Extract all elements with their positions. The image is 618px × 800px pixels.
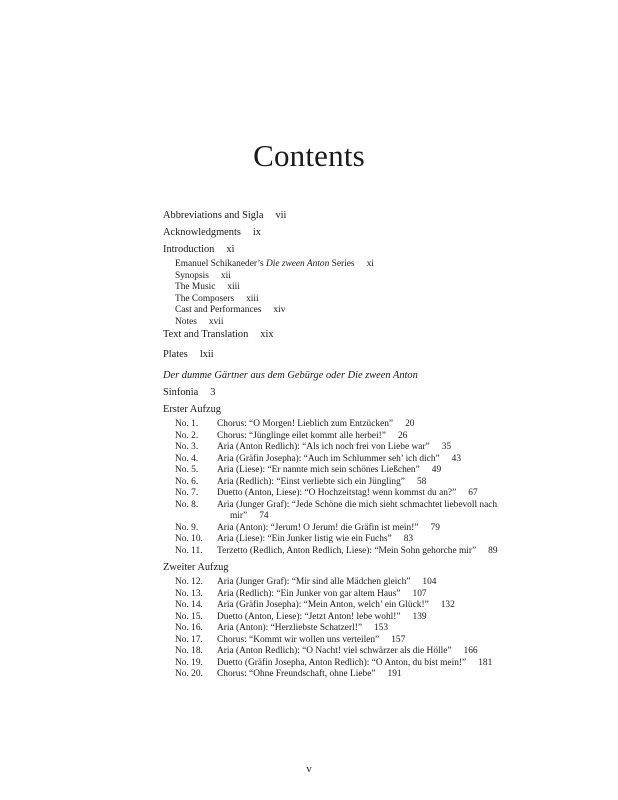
toc-entry-no-5[interactable] xyxy=(217,465,441,477)
toc-entry-no-13[interactable] xyxy=(217,589,427,601)
page-number: v xyxy=(306,763,312,775)
toc-entry-the-composers[interactable] xyxy=(175,294,259,306)
entry-page: xiii xyxy=(246,293,259,304)
entry-page: 107 xyxy=(412,588,427,599)
entry-page: 153 xyxy=(373,623,389,633)
entry-page: 35 xyxy=(441,442,452,452)
toc-entry-acknowledgments[interactable] xyxy=(163,226,261,239)
toc-entry-no-12[interactable] xyxy=(217,577,436,589)
toc-entry-sinfonia[interactable] xyxy=(163,386,215,399)
entry-page: 83 xyxy=(403,534,414,544)
toc-number-label: No. 14. xyxy=(175,600,203,610)
entry-label: mir” xyxy=(230,511,248,521)
entry-page: 3 xyxy=(210,387,216,398)
toc-entry-no-20[interactable] xyxy=(217,669,402,681)
entry-page: 139 xyxy=(412,611,427,622)
toc-entry-no-1[interactable] xyxy=(217,419,414,431)
entry-page: vii xyxy=(275,210,287,221)
entry-page: 67 xyxy=(468,488,478,498)
toc-heading-erster-aufzug[interactable] xyxy=(163,403,221,416)
entry-label: Duetto (Anton, Liese): “O Hochzeitstag! wenn kommst du an?” xyxy=(217,488,457,498)
toc-number-label: No. 15. xyxy=(175,611,203,622)
entry-label: Zweiter Aufzug xyxy=(163,562,229,573)
entry-page: 89 xyxy=(488,545,498,556)
toc-entry-no-4[interactable] xyxy=(217,454,461,466)
entry-label: Duetto (Gräfin Josepha, Anton Redlich): “O Anton, du bist mein!” xyxy=(217,657,467,668)
entry-page: xi xyxy=(226,244,235,255)
entry-page: 191 xyxy=(387,669,402,679)
toc-entry-no-17[interactable] xyxy=(217,635,405,647)
entry-page: 20 xyxy=(405,419,415,429)
entry-label: Abbreviations and Sigla xyxy=(163,210,264,221)
entry-label: Emanuel Schikaneder’s xyxy=(175,259,266,269)
toc-number-label: No. 8. xyxy=(175,499,199,510)
entry-label: Aria (Anton): “Herzliebste Schatzerl!” xyxy=(217,623,362,633)
entry-label: Aria (Junger Graf): “Mir sind alle Mädchen gleich” xyxy=(217,577,411,587)
entry-page: 157 xyxy=(391,634,406,645)
toc-number-label: No. 6. xyxy=(175,476,199,487)
toc-number-label: No. 3. xyxy=(175,442,199,452)
toc-number-label: No. 2. xyxy=(175,430,199,441)
toc-number-label: No. 5. xyxy=(175,465,199,475)
entry-label: Aria (Liese): “Er nannte mich sein schönes Ließchen” xyxy=(217,465,420,475)
entry-page: 166 xyxy=(463,646,478,656)
toc-entry-abbreviations[interactable] xyxy=(163,209,286,222)
entry-label: Erster Aufzug xyxy=(163,404,221,415)
entry-label: Acknowledgments xyxy=(163,227,241,238)
toc-entry-cast-performances[interactable] xyxy=(175,305,285,317)
toc-number-label: No. 4. xyxy=(175,453,199,464)
page-title: Contents xyxy=(253,138,365,173)
toc-entry-synopsis[interactable] xyxy=(175,271,231,283)
entry-label: Chorus: “Kommt wir wollen uns verteilen” xyxy=(217,634,380,645)
entry-label: The Music xyxy=(175,282,216,292)
toc-entry-no-14[interactable] xyxy=(217,600,455,612)
entry-page: 74 xyxy=(259,511,269,521)
toc-entry-no-18[interactable] xyxy=(217,646,478,658)
toc-number-label: No. 20. xyxy=(175,669,203,679)
entry-page: 58 xyxy=(416,476,427,487)
toc-number-label: No. 12. xyxy=(175,577,203,587)
entry-label: Synopsis xyxy=(175,270,209,281)
entry-label: Terzetto (Redlich, Anton Redlich, Liese): “Mein Sohn gehorche mir” xyxy=(217,545,477,556)
toc-number-label: No. 17. xyxy=(175,634,203,645)
entry-label: Aria (Anton Redlich): “Als ich noch frei von Liebe war” xyxy=(217,442,430,452)
entry-page: 132 xyxy=(440,600,455,610)
toc-number-label: No. 13. xyxy=(175,588,203,599)
toc-entry-no-10[interactable] xyxy=(217,534,413,546)
toc-entry-no-8[interactable] xyxy=(217,500,497,512)
toc-entry-the-music[interactable] xyxy=(175,282,240,294)
entry-label: Aria (Anton Redlich): “O Nacht! viel schwärzer als die Hölle” xyxy=(217,646,452,656)
entry-label: Introduction xyxy=(163,244,215,255)
entry-label: Aria (Anton): “Jerum! O Jerum! die Gräfin ist mein!” xyxy=(217,522,419,533)
toc-number-label: No. 16. xyxy=(175,623,203,633)
entry-label: Duetto (Anton, Liese): “Jetzt Anton! lebe wohl!” xyxy=(217,611,401,622)
entry-label: Aria (Redlich): “Ein Junker von gar altem Haus” xyxy=(217,588,401,599)
entry-page: 49 xyxy=(431,465,442,475)
entry-page: lxii xyxy=(199,349,214,360)
toc-number-label: No. 19. xyxy=(175,657,203,668)
entry-page: xvii xyxy=(208,316,224,327)
toc-number-label: No. 18. xyxy=(175,646,203,656)
toc-number-label: No. 10. xyxy=(175,534,203,544)
toc-heading-zweiter-aufzug[interactable] xyxy=(163,561,229,574)
entry-page: xii xyxy=(220,270,231,281)
entry-page: xiii xyxy=(227,282,240,292)
toc-entry-no-6[interactable] xyxy=(217,477,426,489)
work-title-text: Der dumme Gärtner aus dem Gebürge oder Die zween Anton xyxy=(163,370,418,381)
toc-number-label: No. 1. xyxy=(175,419,199,429)
entry-label: Chorus: “O Morgen! Lieblich zum Entzücken” xyxy=(217,419,394,429)
entry-label: Series xyxy=(329,259,355,269)
toc-entry-no-19[interactable] xyxy=(217,658,492,670)
entry-label: Aria (Gräfin Josepha): “Mein Anton, welch’ ein Glück!” xyxy=(217,600,429,610)
toc-entry-no-11[interactable] xyxy=(217,546,498,558)
toc-entry-no-16[interactable] xyxy=(217,623,388,635)
entry-page: 79 xyxy=(430,522,440,533)
entry-page: 26 xyxy=(397,430,408,441)
entry-label: Sinfonia xyxy=(163,387,199,398)
toc-entry-no-8-continuation[interactable] xyxy=(230,511,269,523)
toc-entry-no-2[interactable] xyxy=(217,431,407,443)
entry-label: Aria (Junger Graf): “Jede Schöne die mich sieht schmachtet liebevoll nach xyxy=(217,499,498,510)
entry-label-italic: Die zween Anton xyxy=(265,259,330,269)
entry-page: ix xyxy=(252,227,262,238)
entry-label: Chorus: “Jünglinge eilet kommt alle herbei!” xyxy=(217,430,386,441)
entry-label: Plates xyxy=(163,349,188,360)
toc-number-label: No. 7. xyxy=(175,488,199,498)
toc-entry-no-15[interactable] xyxy=(217,612,427,624)
toc-entry-schikaneder-series[interactable] xyxy=(175,259,374,271)
entry-page: xi xyxy=(366,259,374,269)
work-title xyxy=(163,369,418,382)
entry-page: xiv xyxy=(273,305,286,315)
toc-entry-plates[interactable] xyxy=(163,348,214,361)
entry-label: Chorus: “Ohne Freundschaft, ohne Liebe” xyxy=(217,669,376,679)
toc-number-label: No. 9. xyxy=(175,522,199,533)
entry-label: Aria (Liese): “Ein Junker listig wie ein Fuchs” xyxy=(217,534,392,544)
toc-entry-notes[interactable] xyxy=(175,317,223,329)
entry-page: 181 xyxy=(478,657,493,668)
toc-entry-text-translation[interactable] xyxy=(163,328,274,341)
entry-label: The Composers xyxy=(175,293,235,304)
entry-page: 43 xyxy=(451,453,462,464)
entry-label: Cast and Performances xyxy=(175,305,262,315)
entry-page: 104 xyxy=(422,577,437,587)
entry-label: Aria (Redlich): “Einst verliebte sich ein Jüngling” xyxy=(217,476,405,487)
toc-number-label: No. 11. xyxy=(175,545,203,556)
entry-label: Notes xyxy=(175,316,197,327)
toc-entry-introduction[interactable] xyxy=(163,243,234,256)
entry-page: xix xyxy=(260,329,274,340)
entry-label: Aria (Gräfin Josepha): “Auch im Schlummer seh’ ich dich” xyxy=(217,453,440,464)
toc-entry-no-3[interactable] xyxy=(217,442,451,454)
toc-entry-no-7[interactable] xyxy=(217,488,478,500)
toc-entry-no-9[interactable] xyxy=(217,523,440,535)
entry-label: Text and Translation xyxy=(163,329,249,340)
